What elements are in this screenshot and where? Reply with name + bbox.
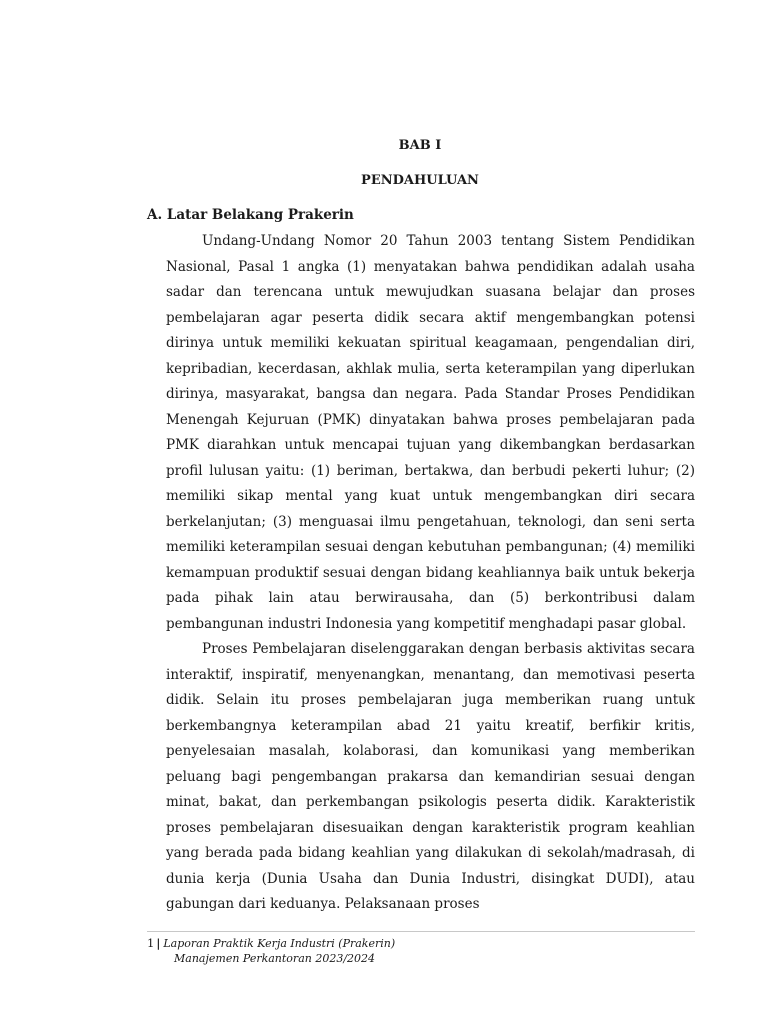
footer-separator: | — [156, 937, 161, 950]
page-number: 1 — [147, 936, 155, 950]
chapter-number: BAB I — [398, 138, 442, 153]
footer-program-year: Manajemen Perkantoran 2023/2024 — [174, 952, 376, 965]
paragraph: Undang-Undang Nomor 20 Tahun 2003 tentang Sistem Pendidikan Nasional, Pasal 1 angka (1) menyatakan bahwa pendidikan adalah usaha sadar dan terencana untuk mewujudkan suasana belajar dan proses pembelajaran agar peserta didik secara aktif mengembangkan potensi dirinya untuk memiliki kekuatan spiritual keagamaan, pengendalian diri, kepribadian, kecerdasan, akhlak mulia, serta keterampilan yang diperlukan dirinya, masyarakat, bangsa dan negara. Pada Standar Proses Pendidikan Menengah Kejuruan (PMK) dinyatakan bahwa proses pembelajaran pada PMK diarahkan untuk mencapai tujuan yang dikembangkan berdasarkan profil lulusan yaitu: (1) beriman, bertakwa, dan berbudi pekerti luhur; (2) memiliki sikap mental yang kuat untuk mengembangkan diri secara berkelanjutan; (3) menguasai ilmu pengetahuan, teknologi, dan seni serta memiliki keterampilan sesuai dengan kebutuhan pembangunan; (4) memiliki kemampuan produktif sesuai dengan bidang keahliannya baik untuk bekerja pada pihak lain atau berwirausaha, dan (5) berkontribusi dalam pembangunan industri Indonesia yang kompetitif menghadapi pasar global. — [166, 233, 695, 632]
page-footer — [147, 936, 395, 966]
chapter-title: PENDAHULUAN — [361, 173, 479, 188]
footer-divider — [147, 931, 695, 932]
body-text — [166, 229, 695, 918]
paragraph: Proses Pembelajaran diselenggarakan dengan berbasis aktivitas secara interaktif, inspiratif, menyenangkan, menantang, dan memotivasi peserta didik. Selain itu proses pembelajaran juga memberikan ruang untuk berkembangnya keterampilan abad 21 yaitu kreatif, berfikir kritis, penyelesaian masalah, kolaborasi, dan komunikasi yang memberikan peluang bagi pengembangan prakarsa dan kemandirian sesuai dengan minat, bakat, dan perkembangan psikologis peserta didik. Karakteristik proses pembelajaran disesuaikan dengan karakteristik program keahlian yang berada pada bidang keahlian yang dilakukan di sekolah/madrasah, di dunia kerja (Dunia Usaha dan Dunia Industri, disingkat DUDI), atau gabungan dari keduanya. Pelaksanaan proses — [166, 641, 695, 912]
footer-report-title: Laporan Praktik Kerja Industri (Prakerin) — [163, 937, 396, 950]
section-heading: A. Latar Belakang Prakerin — [147, 207, 354, 223]
